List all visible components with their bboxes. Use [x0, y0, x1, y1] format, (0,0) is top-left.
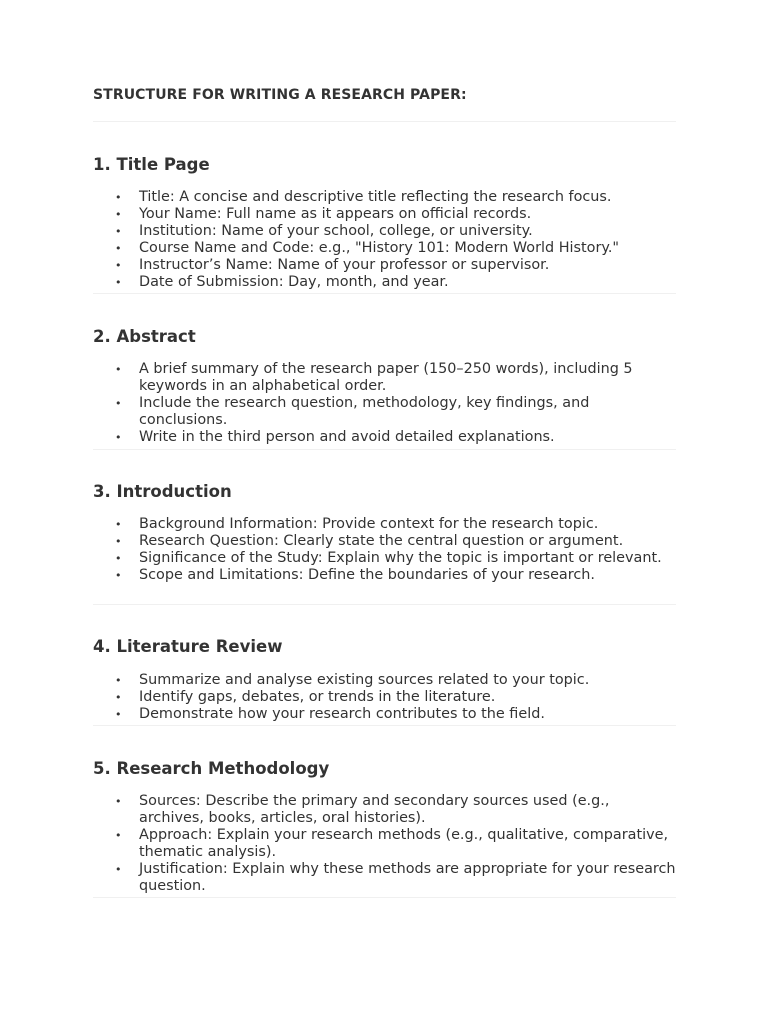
- list-item-text: Course Name and Code: e.g., "History 101: Modern World History.": [139, 240, 620, 256]
- list-item: [115, 257, 676, 274]
- list-item-text: Institution: Name of your school, college, or university.: [139, 223, 533, 239]
- bullet-icon: •: [115, 708, 122, 721]
- list-item-text: Identify gaps, debates, or trends in the literature.: [139, 689, 496, 705]
- list-item: [115, 361, 676, 395]
- list-item-text: Sources: Describe the primary and secondary sources used (e.g., archives, books, articles, oral histories).: [139, 793, 610, 826]
- list-item: [115, 706, 676, 723]
- list-item-text: Instructor’s Name: Name of your professor or supervisor.: [139, 257, 550, 273]
- list-item: [115, 689, 676, 706]
- document-title: STRUCTURE FOR WRITING A RESEARCH PAPER:: [93, 87, 467, 103]
- section-introduction: [93, 481, 676, 584]
- list-item: [115, 429, 676, 446]
- list-item: [115, 223, 676, 240]
- bullet-icon: •: [115, 225, 122, 238]
- section-heading: 2. Abstract: [93, 327, 196, 346]
- bullet-icon: •: [115, 208, 122, 221]
- list-item-text: Your Name: Full name as it appears on official records.: [139, 206, 532, 222]
- divider: [93, 121, 676, 122]
- section-heading: 1. Title Page: [93, 155, 210, 174]
- bullet-icon: •: [115, 795, 122, 808]
- list-item-text: Scope and Limitations: Define the boundaries of your research.: [139, 567, 595, 583]
- list-item-text: Background Information: Provide context for the research topic.: [139, 516, 599, 532]
- section-literature-review: [93, 636, 676, 723]
- list-item-text: Demonstrate how your research contributes to the field.: [139, 706, 545, 722]
- section-heading: 5. Research Methodology: [93, 759, 330, 778]
- list-item-text: Write in the third person and avoid detailed explanations.: [139, 429, 555, 445]
- bullet-icon: •: [115, 674, 122, 687]
- bullet-icon: •: [115, 691, 122, 704]
- list-item-text: Include the research question, methodology, key findings, and conclusions.: [139, 395, 590, 428]
- bullet-icon: •: [115, 242, 122, 255]
- list-item-text: Significance of the Study: Explain why the topic is important or relevant.: [139, 550, 662, 566]
- bullet-list: [93, 793, 676, 895]
- bullet-icon: •: [115, 276, 122, 289]
- list-item: [115, 550, 676, 567]
- list-item: [115, 274, 676, 291]
- bullet-list: [93, 361, 676, 446]
- list-item-text: Date of Submission: Day, month, and year.: [139, 274, 449, 290]
- bullet-icon: •: [115, 552, 122, 565]
- bullet-icon: •: [115, 518, 122, 531]
- list-item-text: Research Question: Clearly state the central question or argument.: [139, 533, 624, 549]
- list-item: [115, 533, 676, 550]
- bullet-icon: •: [115, 191, 122, 204]
- bullet-list: [93, 189, 676, 291]
- divider: [93, 604, 676, 605]
- list-item: [115, 861, 676, 895]
- section-research-methodology: [93, 758, 676, 895]
- divider: [93, 725, 676, 726]
- list-item: [115, 395, 676, 429]
- section-title-page: [93, 154, 676, 291]
- bullet-icon: •: [115, 259, 122, 272]
- list-item: [115, 516, 676, 533]
- bullet-list: [93, 516, 676, 584]
- list-item-text: A brief summary of the research paper (150–250 words), including 5 keywords in an alphabetical order.: [139, 361, 633, 394]
- bullet-icon: •: [115, 863, 122, 876]
- section-heading: 4. Literature Review: [93, 637, 283, 656]
- list-item: [115, 672, 676, 689]
- divider: [93, 293, 676, 294]
- bullet-icon: •: [115, 535, 122, 548]
- list-item-text: Title: A concise and descriptive title reflecting the research focus.: [139, 189, 612, 205]
- divider: [93, 449, 676, 450]
- list-item: [115, 206, 676, 223]
- bullet-icon: •: [115, 431, 122, 444]
- list-item: [115, 240, 676, 257]
- section-heading: 3. Introduction: [93, 482, 232, 501]
- list-item-text: Justification: Explain why these methods are appropriate for your research question.: [139, 861, 676, 894]
- list-item: [115, 567, 676, 584]
- list-item: [115, 189, 676, 206]
- list-item: [115, 793, 676, 827]
- divider: [93, 897, 676, 898]
- bullet-icon: •: [115, 363, 122, 376]
- bullet-list: [93, 672, 676, 723]
- section-abstract: [93, 326, 676, 446]
- bullet-icon: •: [115, 397, 122, 410]
- bullet-icon: •: [115, 569, 122, 582]
- list-item-text: Summarize and analyse existing sources related to your topic.: [139, 672, 590, 688]
- bullet-icon: •: [115, 829, 122, 842]
- list-item-text: Approach: Explain your research methods (e.g., qualitative, comparative, thematic analysis).: [139, 827, 669, 860]
- list-item: [115, 827, 676, 861]
